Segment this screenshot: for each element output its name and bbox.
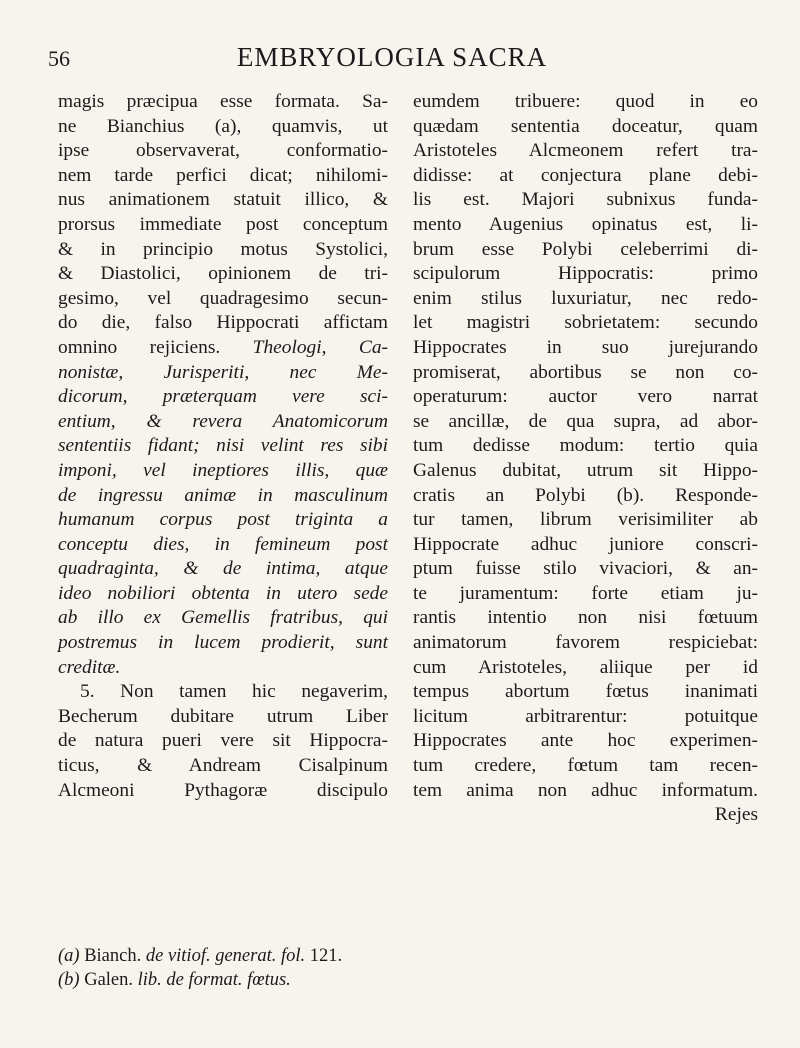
left-text-column <box>58 90 388 803</box>
text-line: prorsus immediate post conceptum <box>58 213 388 235</box>
text-line: humanum corpus post triginta a <box>58 509 388 531</box>
text-line: enim stilus luxuriatur, nec redo- <box>413 287 758 309</box>
page-number: 56 <box>48 46 70 71</box>
text-line: scipulorum Hippocratis: primo <box>413 263 758 285</box>
text-line: tum credere, fœtum tam recen- <box>413 755 758 777</box>
text-line: & in principio motus Systolici, <box>58 238 388 260</box>
text-line: eumdem tribuere: quod in eo <box>413 91 758 112</box>
text-line: Hippocrate adhuc juniore conscri- <box>413 533 758 555</box>
footnote: (b) Galen. lib. de format. fœtus. <box>58 970 291 990</box>
text-line: tur tamen, librum verisimiliter ab <box>413 509 758 531</box>
text-line: ticus, & Andream Cisalpinum <box>58 755 388 777</box>
text-line: cratis an Polybi (b). Responde- <box>413 484 758 506</box>
text-line: sententiis fidant; nisi velint res sibi <box>58 435 388 457</box>
text-line: Galenus dubitat, utrum sit Hippo- <box>413 459 758 481</box>
text-line: creditæ. <box>58 656 121 678</box>
text-line: Aristoteles Alcmeonem refert tra- <box>413 140 758 162</box>
text-line: magis præcipua esse formata. Sa- <box>58 91 388 112</box>
text-line: te juramentum: forte etiam ju- <box>413 582 758 604</box>
text-line: tem anima non adhuc informatum. <box>413 779 758 801</box>
text-line: operaturum: auctor vero narrat <box>413 386 758 408</box>
text-line: tum dedisse modum: tertio quia <box>413 435 758 457</box>
text-line: Hippocrates in suo jurejurando <box>413 336 758 358</box>
text-line: animatorum favorem respiciebat: <box>413 632 758 654</box>
text-line: licitum arbitrarentur: potuitque <box>413 705 758 727</box>
text-line: de natura pueri vere sit Hippocra- <box>58 730 388 752</box>
text-line: cum Aristoteles, aliique per id <box>413 656 758 678</box>
text-line: tempus abortum fœtus inanimati <box>413 681 758 703</box>
text-line: ab illo ex Gemellis fratribus, qui <box>58 607 388 629</box>
text-line: dicorum, præterquam vere sci- <box>58 386 388 408</box>
text-line: didisse: at conjectura plane debi- <box>413 164 758 186</box>
text-line: se ancillæ, de qua supra, ad abor- <box>413 410 758 432</box>
text-line: Alcmeoni Pythagoræ discipulo <box>58 779 388 801</box>
text-line: brum esse Polybi celeberrimi di- <box>413 238 758 260</box>
text-line: & Diastolici, opinionem de tri- <box>58 263 388 285</box>
text-line: promiserat, abortibus se non co- <box>413 361 758 383</box>
text-line: postremus in lucem prodierit, sunt <box>58 632 388 654</box>
footnotes <box>58 944 758 992</box>
text-line: Rejes <box>714 804 758 826</box>
text-line: imponi, vel ineptiores illis, quæ <box>58 459 388 481</box>
text-line: nem tarde perfici dicat; nihilomi- <box>58 164 388 186</box>
text-line: nonistæ, Jurisperiti, nec Me- <box>58 361 388 383</box>
text-line: Hippocrates ante hoc experimen- <box>413 730 758 752</box>
text-line: gesimo, vel quadragesimo secun- <box>58 287 388 309</box>
text-line: lis est. Majori subnixus funda- <box>413 189 758 211</box>
text-line: ideo nobiliori obtenta in utero sede <box>58 582 388 604</box>
text-line: conceptu dies, in femineum post <box>58 533 388 555</box>
text-line: Becherum dubitare utrum Liber <box>58 705 388 727</box>
page-header <box>48 42 736 74</box>
text-line: ne Bianchius (a), quamvis, ut <box>58 115 388 137</box>
right-text-column <box>413 90 758 828</box>
text-line: nus animationem statuit illico, & <box>58 189 388 211</box>
footnote: (a) Bianch. de vitiof. generat. fol. 121. <box>58 946 343 966</box>
text-line: rantis intentio non nisi fœtuum <box>413 607 758 629</box>
text-line: mento Augenius opinatus est, li- <box>413 213 758 235</box>
text-line: quadraginta, & de intima, atque <box>58 558 388 580</box>
text-line: de ingressu animæ in masculinum <box>58 484 388 506</box>
text-line: do die, falso Hippocrati affictam <box>58 312 388 334</box>
text-line: omnino rejiciens. Theologi, Ca- <box>58 336 388 358</box>
text-line: 5. Non tamen hic negaverim, <box>80 681 388 703</box>
running-title: EMBRYOLOGIA SACRA <box>236 42 548 72</box>
text-line: quædam sententia doceatur, quam <box>413 115 758 137</box>
text-line: ipse observaverat, conformatio- <box>58 140 388 162</box>
text-line: let magistri sobrietatem: secundo <box>413 312 758 334</box>
text-line: entium, & revera Anatomicorum <box>58 410 388 432</box>
text-line: ptum fuisse stilo vivaciori, & an- <box>413 558 758 580</box>
